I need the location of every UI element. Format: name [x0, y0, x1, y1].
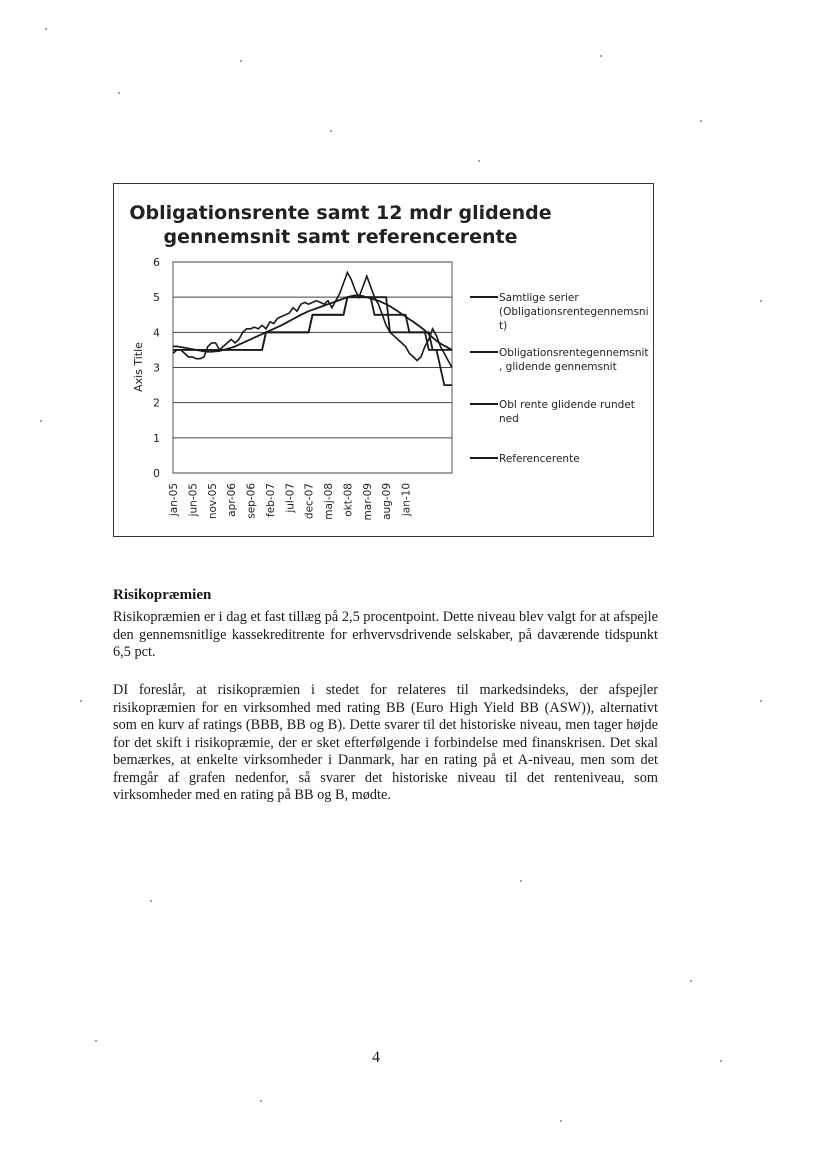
y-axis-title: Axis Title: [132, 342, 145, 392]
paragraph-2: DI foreslår, at risikopræmien i stedet for relateres til markedsindeks, der afspejler risikopræmien for en virksomhed med rating BB (Euro High Yield BB (ASW)), alternativt som en kurv af ratings (BBB, BB og B). Dette svarer til det historiske niveau, men tager højde for det skift i risikopræmie, der er sket efterfølgende i forbindelse med finanskrisen. Det skal bemærkes, at enkelte virksomheder i Danmark, har en rating på et A-niveau, men som det fremgår af grafen nedenfor, så svarer det historiske niveau til det renteniveau, som virksomheder med en rating på BB og B, mødte.: [113, 682, 658, 803]
legend-label: t): [499, 320, 508, 332]
x-tick-label: jan-05: [168, 483, 180, 517]
legend-label: Obl rente glidende rundet: [499, 399, 635, 411]
x-tick-label: jun-05: [187, 483, 200, 517]
x-tick-label: mar-09: [361, 483, 374, 521]
x-tick-label: maj-08: [323, 483, 335, 520]
line-chart: [114, 184, 655, 538]
x-tick-label: aug-09: [381, 483, 394, 520]
paragraph-1: Risikopræmien er i dag et fast tillæg på 2,5 procentpoint. Dette niveau blev valgt for at afspejle den gennemsnitlige kassekreditrente for erhvervsdrivende selskaber, på daværende tidspunkt 6,5 pct.: [113, 609, 658, 660]
y-tick-label: 6: [153, 256, 160, 269]
series-line: [173, 297, 452, 350]
x-tick-label: jul-07: [284, 483, 297, 513]
legend-label: Referencerente: [499, 453, 580, 465]
y-tick-label: 0: [153, 467, 160, 480]
y-tick-label: 2: [153, 396, 160, 410]
legend-label: Obligationsrentegennemsnit: [499, 347, 649, 359]
x-tick-label: dec-07: [303, 483, 316, 520]
y-tick-label: 1: [153, 431, 160, 445]
chart-title-line-1: Obligationsrente samt 12 mdr glidende: [129, 202, 552, 224]
x-tick-label: feb-07: [264, 483, 277, 517]
y-tick-label: 4: [153, 326, 160, 340]
legend-label: ned: [499, 413, 519, 425]
x-tick-label: apr-06: [226, 483, 239, 517]
y-tick-label: 3: [153, 361, 160, 375]
y-tick-label: 5: [153, 291, 160, 305]
chart-container: [113, 183, 654, 537]
x-tick-label: okt-08: [342, 483, 355, 517]
legend-label: Samtlige serier: [499, 292, 579, 304]
page-number: 4: [372, 1049, 380, 1066]
legend-label: (Obligationsrentegennemsni: [499, 306, 649, 318]
chart-title-line-2: gennemsnit samt referencerente: [163, 226, 518, 248]
x-tick-label: sep-06: [245, 483, 258, 519]
x-tick-label: nov-05: [206, 483, 219, 520]
section-heading: Risikopræmien: [113, 587, 212, 603]
legend-label: , glidende gennemsnit: [499, 361, 617, 373]
x-tick-label: jan-10: [400, 483, 413, 517]
